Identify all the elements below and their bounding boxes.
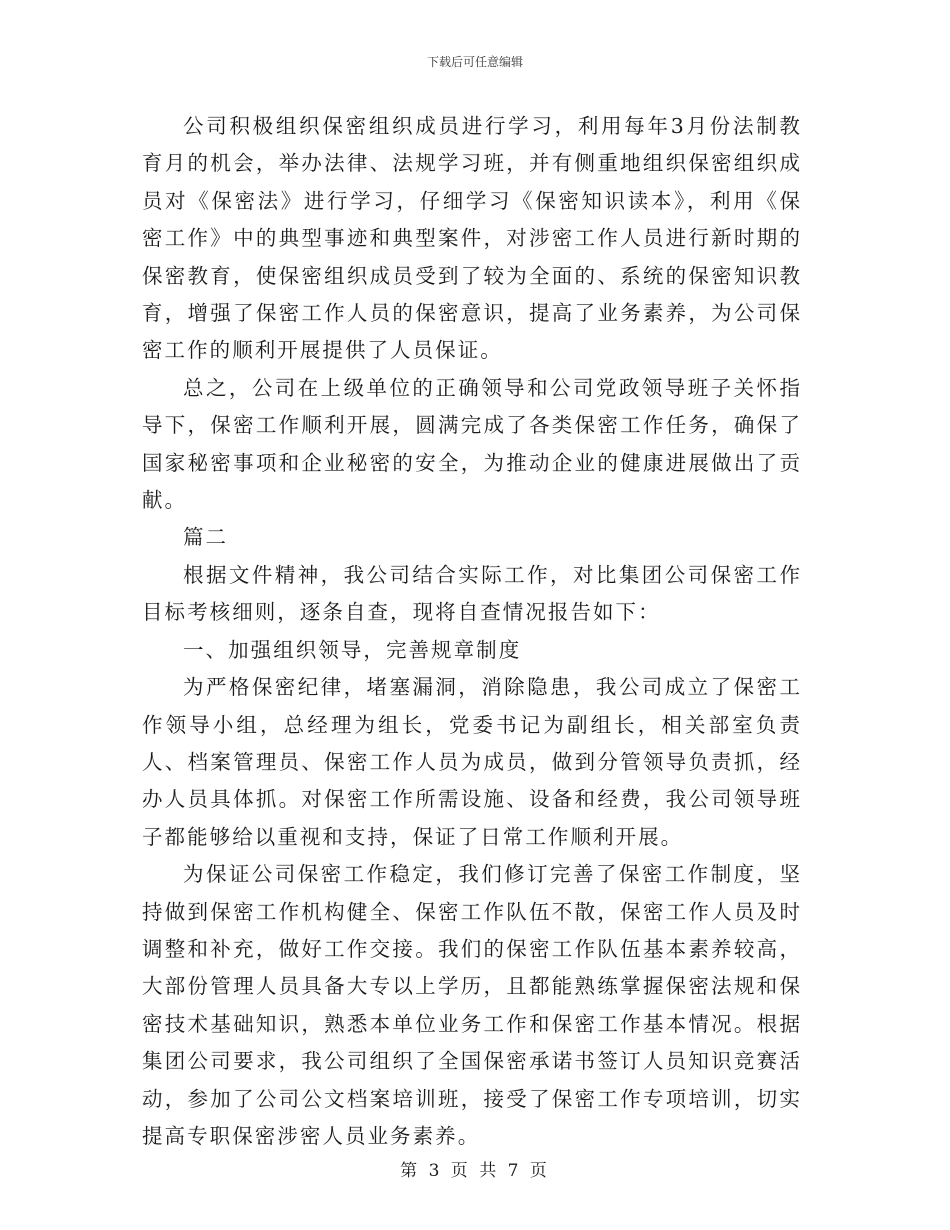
paragraph-rules-team: 为保证公司保密工作稳定，我们修订完善了保密工作制度，坚持做到保密工作机构健全、保密工作队伍不散，保密工作人员及时调整和补充，做好工作交接。我们的保密工作队伍基本素养较高，大部份管理人员具备大专以上学历，且都能熟练掌握保密法规和保密技术基础知识，熟悉本单位业务工作和保密工作基本情况。根据集团公司要求，我公司组织了全国保密承诺书签订人员知识竞赛活动，参加了公司公文档案培训班，接受了保密工作专项培训，切实提高专职保密涉密人员业务素养。 (142, 862, 802, 1148)
page-number-footer: 第 3 页 共 7 页 (400, 1161, 550, 1181)
subheading-organization: 一、加强组织领导，完善规章制度 (183, 637, 522, 662)
document-body (142, 108, 802, 1155)
page-header-note: 下载后可任意编辑 (426, 55, 523, 69)
paragraph-intro: 根据文件精神，我公司结合实际工作，对比集团公司保密工作目标考核细则，逐条自查，现将自查情况报告如下： (142, 562, 802, 625)
paragraph-study: 公司积极组织保密组织成员进行学习，利用每年3月份法制教育月的机会，举办法律、法规学习班，并有侧重地组织保密组织成员对《保密法》进行学习，仔细学习《保密知识读本》，利用《保密工作》中的典型事迹和典型案件，对涉密工作人员进行新时期的保密教育，使保密组织成员受到了较为全面的、系统的保密知识教育，增强了保密工作人员的保密意识，提高了业务素养，为公司保密工作的顺利开展提供了人员保证。 (142, 114, 802, 363)
paragraph-summary: 总之，公司在上级单位的正确领导和公司党政领导班子关怀指导下，保密工作顺利开展，圆满完成了各类保密工作任务，确保了国家秘密事项和企业秘密的安全，为推动企业的健康进展做出了贡献。 (142, 375, 802, 513)
section-heading-part-two: 篇二 (183, 525, 229, 550)
paragraph-leadership-group: 为严格保密纪律，堵塞漏洞，消除隐患，我公司成立了保密工作领导小组，总经理为组长，党委书记为副组长，相关部室负责人、档案管理员、保密工作人员为成员，做到分管领导负责抓，经办人员具体抓。对保密工作所需设施、设备和经费，我公司领导班子都能够给以重视和支持，保证了日常工作顺利开展。 (142, 675, 802, 849)
